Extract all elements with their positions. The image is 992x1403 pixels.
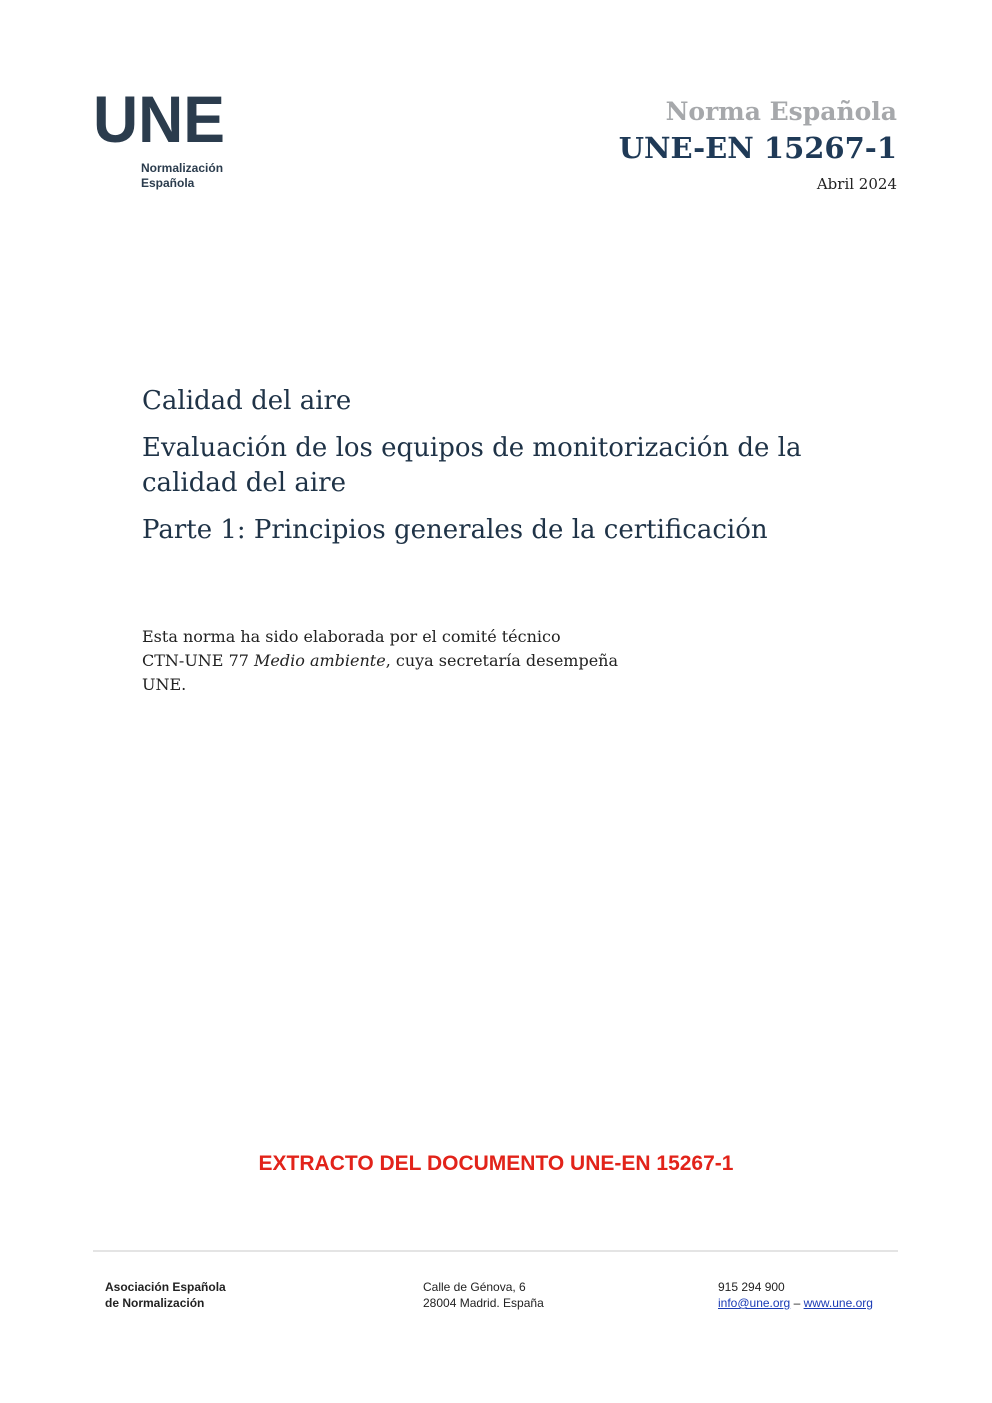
- logo-subtitle: [141, 161, 243, 191]
- address-line1: Calle de Génova, 6: [423, 1280, 526, 1294]
- une-logo: [93, 90, 243, 191]
- org-line1: Asociación Española: [105, 1280, 226, 1294]
- standard-header: [619, 96, 897, 193]
- address-line2: 28004 Madrid. España: [423, 1296, 544, 1310]
- logo-subtitle-line1: Normalización: [141, 161, 224, 175]
- main-title: Calidad del aire: [142, 386, 352, 416]
- footer-organization: [105, 1279, 226, 1311]
- contact-links: [718, 1295, 873, 1311]
- committee-line2-suffix: , cuya secretaría desempeña: [385, 651, 619, 670]
- logo-subtitle-line2: Española: [141, 176, 195, 190]
- website-link[interactable]: www.une.org: [803, 1296, 873, 1310]
- standard-code: UNE-EN 15267-1: [618, 131, 897, 165]
- committee-line2: [142, 649, 662, 673]
- publication-date: Abril 2024: [816, 175, 897, 193]
- committee-name: Medio ambiente: [254, 651, 386, 670]
- email-link[interactable]: info@une.org: [718, 1296, 791, 1310]
- document-titles: [142, 384, 902, 560]
- footer-contact: [718, 1279, 873, 1311]
- extract-notice: EXTRACTO DEL DOCUMENTO UNE-EN 15267-1: [258, 1152, 734, 1175]
- committee-statement: [142, 625, 662, 697]
- phone-number: 915 294 900: [718, 1280, 785, 1294]
- footer-address: [423, 1279, 544, 1311]
- norma-label: Norma Española: [665, 97, 897, 126]
- svg-text:UNE: UNE: [93, 90, 225, 144]
- committee-code: CTN-UNE 77: [142, 651, 255, 670]
- footer-divider: [93, 1250, 898, 1252]
- contact-separator: –: [790, 1296, 804, 1310]
- une-logo-mark: [93, 90, 227, 144]
- sub-title: Evaluación de los equipos de monitorización de la calidad del aire: [142, 433, 802, 498]
- committee-line3: UNE.: [142, 675, 187, 694]
- part-title: Parte 1: Principios generales de la certificación: [142, 515, 768, 545]
- committee-line1: Esta norma ha sido elaborada por el comité técnico: [142, 627, 561, 646]
- org-line2: de Normalización: [105, 1296, 205, 1310]
